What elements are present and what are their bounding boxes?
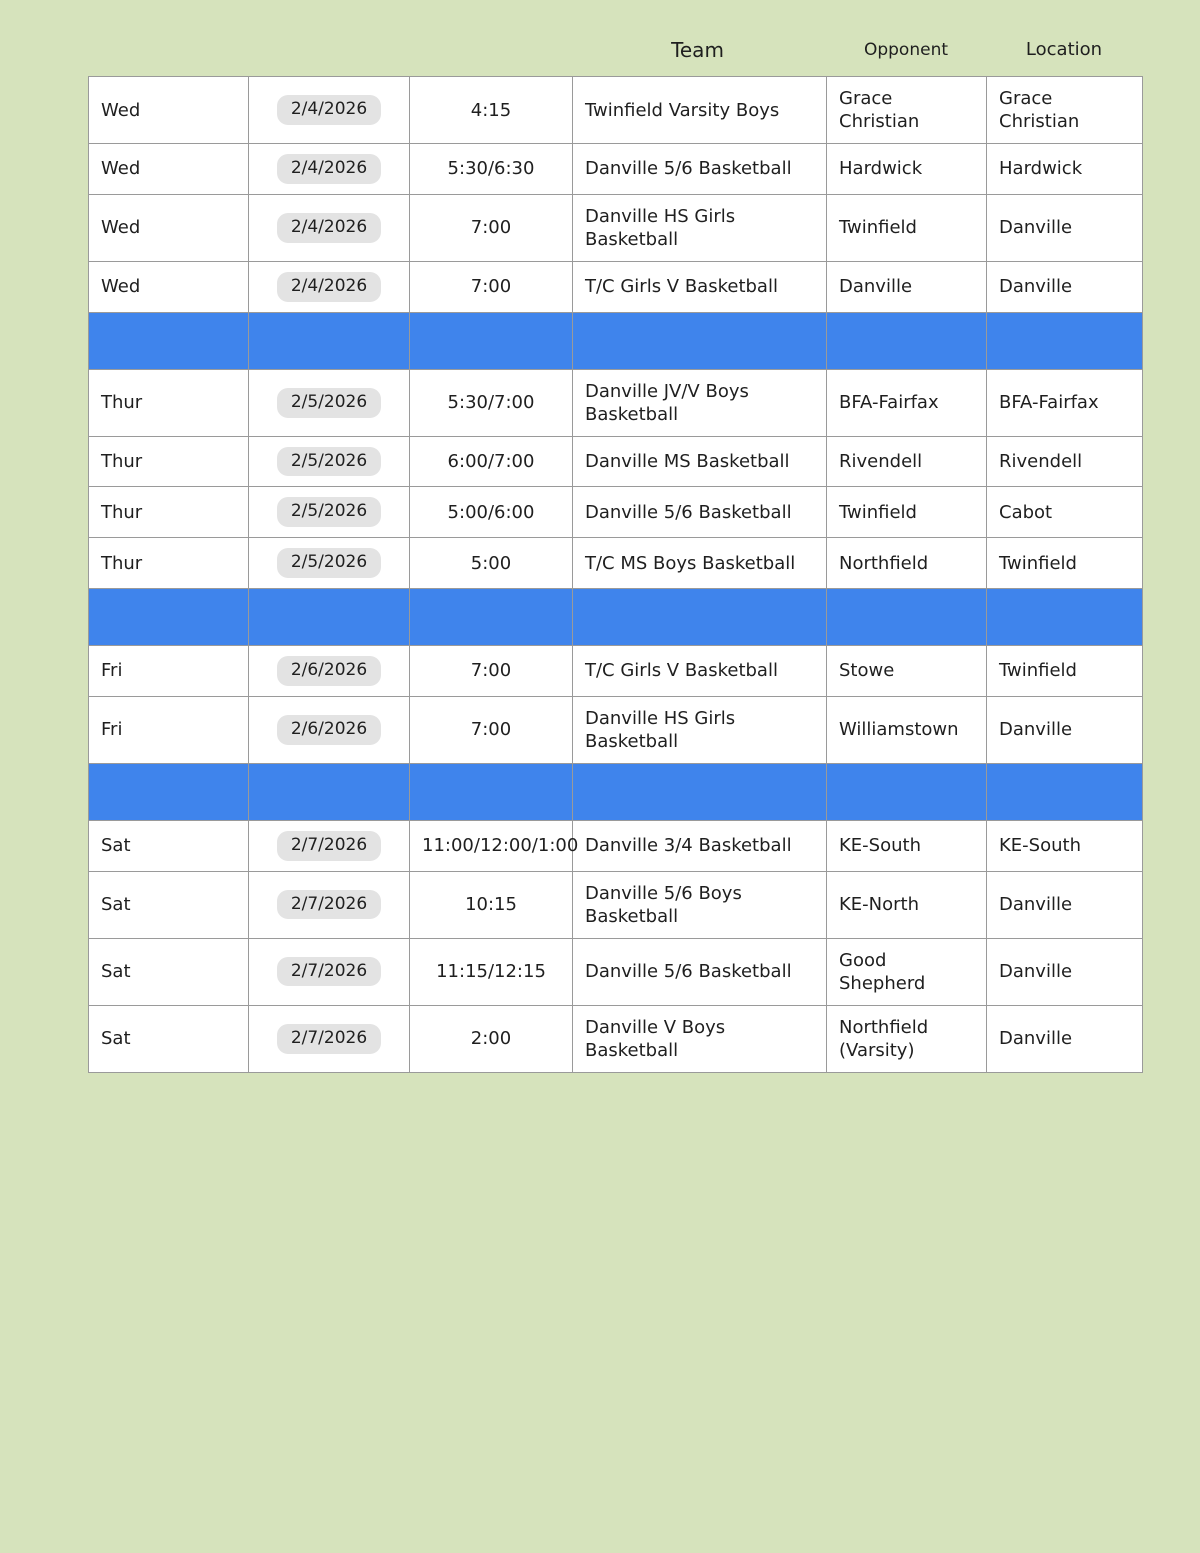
table-row xyxy=(89,261,1143,312)
cell-location: Danville xyxy=(987,871,1143,938)
cell-location: Cabot xyxy=(987,487,1143,538)
spacer-cell xyxy=(249,763,410,820)
date-pill: 2/7/2026 xyxy=(277,957,381,987)
date-pill: 2/4/2026 xyxy=(277,213,381,243)
table-row xyxy=(89,77,1143,144)
date-pill: 2/6/2026 xyxy=(277,656,381,686)
cell-location: Twinfield xyxy=(987,645,1143,696)
cell-day: Sat xyxy=(89,1005,249,1072)
date-pill: 2/4/2026 xyxy=(277,272,381,302)
cell-day: Wed xyxy=(89,194,249,261)
cell-time: 5:00/6:00 xyxy=(410,487,573,538)
cell-team: Danville 3/4 Basketball xyxy=(573,820,827,871)
cell-date xyxy=(249,369,410,436)
cell-location: Grace Christian xyxy=(987,77,1143,144)
spacer-cell xyxy=(410,588,573,645)
cell-date xyxy=(249,871,410,938)
cell-time: 5:00 xyxy=(410,538,573,589)
cell-opponent: Williamstown xyxy=(827,696,987,763)
spacer-cell xyxy=(827,763,987,820)
date-pill: 2/5/2026 xyxy=(277,447,381,477)
cell-team: Danville 5/6 Boys Basketball xyxy=(573,871,827,938)
cell-opponent: Grace Christian xyxy=(827,77,987,144)
cell-time: 7:00 xyxy=(410,194,573,261)
cell-team: Danville 5/6 Basketball xyxy=(573,144,827,195)
date-pill: 2/5/2026 xyxy=(277,388,381,418)
date-pill: 2/7/2026 xyxy=(277,831,381,861)
date-pill: 2/5/2026 xyxy=(277,548,381,578)
schedule-spacer-row xyxy=(89,763,1143,820)
cell-team: Danville HS Girls Basketball xyxy=(573,696,827,763)
spacer-cell xyxy=(89,588,249,645)
spacer-cell xyxy=(827,588,987,645)
cell-date xyxy=(249,820,410,871)
spacer-cell xyxy=(249,312,410,369)
cell-day: Wed xyxy=(89,77,249,144)
cell-location: Danville xyxy=(987,696,1143,763)
spacer-cell xyxy=(987,763,1143,820)
spacer-cell xyxy=(827,312,987,369)
table-row xyxy=(89,487,1143,538)
cell-opponent: KE-South xyxy=(827,820,987,871)
cell-opponent: Rivendell xyxy=(827,436,987,487)
header-team: Team xyxy=(671,38,724,62)
spacer-cell xyxy=(89,763,249,820)
cell-opponent: Hardwick xyxy=(827,144,987,195)
cell-team: Danville JV/V Boys Basketball xyxy=(573,369,827,436)
date-pill: 2/5/2026 xyxy=(277,497,381,527)
cell-date xyxy=(249,194,410,261)
cell-date xyxy=(249,645,410,696)
cell-location: Hardwick xyxy=(987,144,1143,195)
cell-location: Twinfield xyxy=(987,538,1143,589)
cell-opponent: Stowe xyxy=(827,645,987,696)
cell-date xyxy=(249,487,410,538)
cell-location: BFA-Fairfax xyxy=(987,369,1143,436)
cell-day: Wed xyxy=(89,261,249,312)
spacer-cell xyxy=(987,312,1143,369)
cell-time: 7:00 xyxy=(410,696,573,763)
cell-date xyxy=(249,436,410,487)
cell-team: Danville 5/6 Basketball xyxy=(573,487,827,538)
cell-opponent: Northfield (Varsity) xyxy=(827,1005,987,1072)
cell-date xyxy=(249,538,410,589)
spacer-cell xyxy=(573,312,827,369)
cell-team: Danville V Boys Basketball xyxy=(573,1005,827,1072)
schedule-body xyxy=(89,77,1143,1073)
cell-time: 7:00 xyxy=(410,645,573,696)
table-row xyxy=(89,938,1143,1005)
date-pill: 2/4/2026 xyxy=(277,154,381,184)
cell-date xyxy=(249,261,410,312)
spacer-cell xyxy=(410,312,573,369)
cell-team: Twinfield Varsity Boys xyxy=(573,77,827,144)
date-pill: 2/7/2026 xyxy=(277,1024,381,1054)
spacer-cell xyxy=(249,588,410,645)
cell-location: KE-South xyxy=(987,820,1143,871)
cell-location: Danville xyxy=(987,938,1143,1005)
cell-date xyxy=(249,77,410,144)
cell-location: Danville xyxy=(987,1005,1143,1072)
cell-time: 10:15 xyxy=(410,871,573,938)
cell-time: 11:00/12:00/1:00 xyxy=(410,820,573,871)
cell-location: Danville xyxy=(987,194,1143,261)
table-row xyxy=(89,871,1143,938)
date-pill: 2/6/2026 xyxy=(277,715,381,745)
schedule-spacer-row xyxy=(89,312,1143,369)
cell-day: Fri xyxy=(89,696,249,763)
cell-day: Thur xyxy=(89,369,249,436)
date-pill: 2/7/2026 xyxy=(277,890,381,920)
cell-time: 2:00 xyxy=(410,1005,573,1072)
table-row xyxy=(89,538,1143,589)
cell-time: 5:30/7:00 xyxy=(410,369,573,436)
cell-opponent: Twinfield xyxy=(827,194,987,261)
date-pill: 2/4/2026 xyxy=(277,95,381,125)
table-row xyxy=(89,436,1143,487)
cell-opponent: Northfield xyxy=(827,538,987,589)
table-row xyxy=(89,194,1143,261)
cell-day: Wed xyxy=(89,144,249,195)
cell-location: Rivendell xyxy=(987,436,1143,487)
cell-time: 6:00/7:00 xyxy=(410,436,573,487)
cell-day: Sat xyxy=(89,871,249,938)
cell-day: Sat xyxy=(89,938,249,1005)
cell-time: 11:15/12:15 xyxy=(410,938,573,1005)
cell-team: Danville 5/6 Basketball xyxy=(573,938,827,1005)
cell-time: 7:00 xyxy=(410,261,573,312)
spacer-cell xyxy=(987,588,1143,645)
table-row xyxy=(89,645,1143,696)
cell-opponent: Good Shepherd xyxy=(827,938,987,1005)
cell-location: Danville xyxy=(987,261,1143,312)
spacer-cell xyxy=(573,588,827,645)
cell-opponent: KE-North xyxy=(827,871,987,938)
spacer-cell xyxy=(573,763,827,820)
cell-time: 5:30/6:30 xyxy=(410,144,573,195)
cell-day: Sat xyxy=(89,820,249,871)
cell-date xyxy=(249,1005,410,1072)
cell-team: T/C Girls V Basketball xyxy=(573,645,827,696)
table-row xyxy=(89,144,1143,195)
table-row xyxy=(89,820,1143,871)
schedule-table xyxy=(88,76,1143,1073)
cell-day: Fri xyxy=(89,645,249,696)
cell-opponent: Danville xyxy=(827,261,987,312)
cell-day: Thur xyxy=(89,436,249,487)
cell-date xyxy=(249,938,410,1005)
table-row xyxy=(89,696,1143,763)
cell-date xyxy=(249,696,410,763)
header-opponent: Opponent xyxy=(863,40,949,60)
cell-date xyxy=(249,144,410,195)
cell-team: T/C MS Boys Basketball xyxy=(573,538,827,589)
column-headers xyxy=(0,38,1200,74)
cell-time: 4:15 xyxy=(410,77,573,144)
header-location: Location xyxy=(1025,39,1103,60)
cell-team: Danville MS Basketball xyxy=(573,436,827,487)
cell-opponent: Twinfield xyxy=(827,487,987,538)
spacer-cell xyxy=(410,763,573,820)
cell-day: Thur xyxy=(89,538,249,589)
cell-opponent: BFA-Fairfax xyxy=(827,369,987,436)
schedule-spacer-row xyxy=(89,588,1143,645)
table-row xyxy=(89,1005,1143,1072)
cell-team: Danville HS Girls Basketball xyxy=(573,194,827,261)
table-row xyxy=(89,369,1143,436)
cell-team: T/C Girls V Basketball xyxy=(573,261,827,312)
cell-day: Thur xyxy=(89,487,249,538)
spacer-cell xyxy=(89,312,249,369)
